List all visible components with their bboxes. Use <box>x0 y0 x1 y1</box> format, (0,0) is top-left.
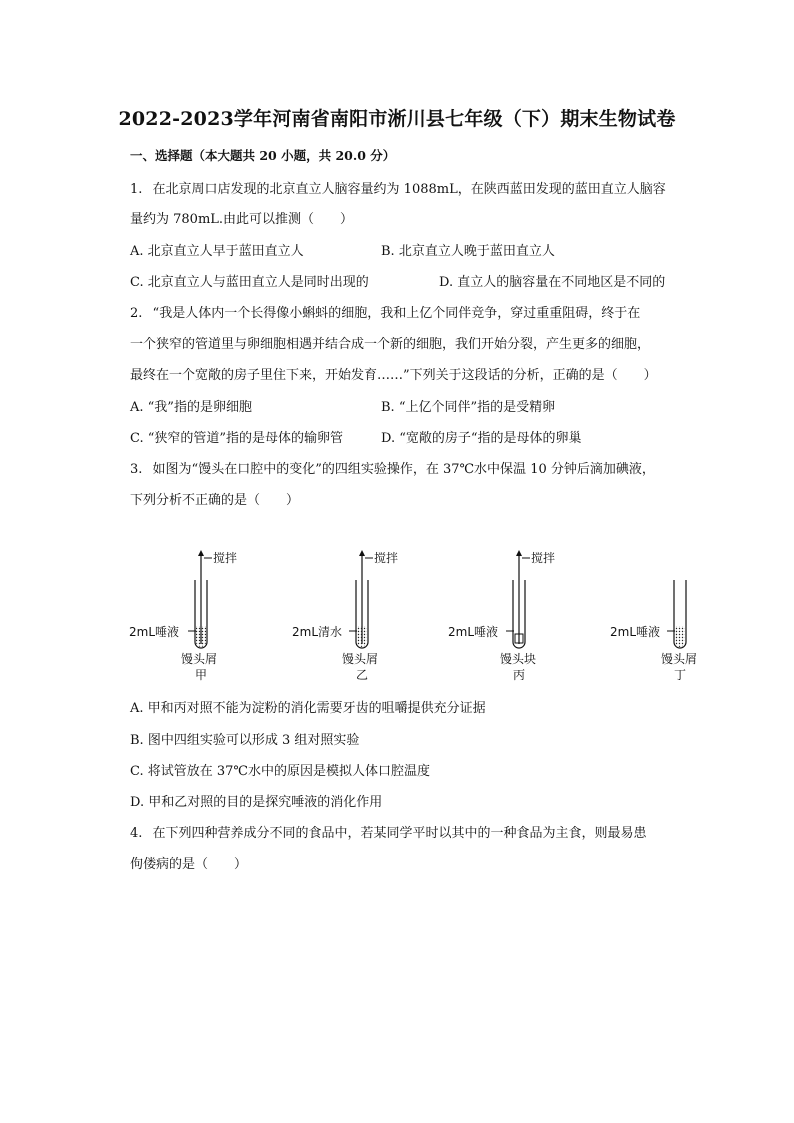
test-tubes-drawing <box>120 540 720 690</box>
liquid-label: 2mL唾液 <box>610 625 661 639</box>
test-tube-bing <box>506 550 530 648</box>
question-number: 2. <box>130 306 143 321</box>
liquid-label: 2mL唾液 <box>448 625 499 639</box>
q2-option-a: A. “我”指的是卵细胞 <box>130 400 252 415</box>
question-1-stem <box>130 178 666 197</box>
question-3-stem-cont: 下列分析不正确的是（ ） <box>130 493 300 508</box>
q1-option-d: D. 直立人的脑容量在不同地区是不同的 <box>439 275 666 290</box>
section-heading: 一、选择题（本大题共 20 小题，共 20.0 分） <box>130 148 396 163</box>
question-text: “我是人体内一个长得像小蝌蚪的细胞，我和上亿个同伴竞争，穿过重重阻碍，终于在 <box>152 306 641 321</box>
content-label: 馒头块 <box>500 652 537 666</box>
q2-option-c: C. “狭窄的管道”指的是母体的输卵管 <box>130 431 344 446</box>
q1-option-b: B. 北京直立人晚于蓝田直立人 <box>381 244 555 259</box>
q3-option-c: C. 将试管放在 37℃水中的原因是模拟人体口腔温度 <box>130 764 430 779</box>
content-label: 馒头屑 <box>661 652 698 666</box>
content-label: 馒头屑 <box>342 652 379 666</box>
tube-name: 丁 <box>674 668 687 682</box>
question-4-stem-cont: 佝偻病的是（ ） <box>130 857 248 872</box>
question-2-stem-cont: 最终在一个宽敞的房子里住下来，开始发育……”下列关于这段话的分析，正确的是（ ） <box>130 368 657 383</box>
question-text: 如图为“馒头在口腔中的变化”的四组实验操作，在 37℃水中保温 10 分钟后滴加碘液， <box>152 462 655 477</box>
test-tube-jia <box>188 550 212 648</box>
experiment-figure <box>120 540 720 690</box>
stir-label: 搅拌 <box>374 551 399 565</box>
q2-option-b: B. “上亿个同伴”指的是受精卵 <box>381 400 556 415</box>
question-number: 3. <box>130 462 143 477</box>
q1-option-a: A. 北京直立人早于蓝田直立人 <box>130 244 304 259</box>
q1-option-c: C. 北京直立人与蓝田直立人是同时出现的 <box>130 275 369 290</box>
question-3-stem <box>130 458 655 477</box>
liquid-label: 2mL清水 <box>292 625 343 639</box>
question-4-stem <box>130 822 647 841</box>
question-number: 1. <box>130 182 143 197</box>
page-title: 2022-2023学年河南省南阳市淅川县七年级（下）期末生物试卷 <box>118 108 676 130</box>
tube-name: 乙 <box>356 668 369 682</box>
content-label: 馒头屑 <box>181 652 218 666</box>
question-2-stem <box>130 302 640 321</box>
stir-label: 搅拌 <box>531 551 556 565</box>
question-1-stem-cont: 量约为 780mL.由此可以推测（ ） <box>130 212 354 227</box>
q3-option-a: A. 甲和丙对照不能为淀粉的消化需要牙齿的咀嚼提供充分证据 <box>130 701 486 716</box>
tube-name: 丙 <box>513 668 526 682</box>
test-tube-yi <box>349 550 373 648</box>
test-tube-ding <box>667 580 686 648</box>
question-number: 4. <box>130 826 143 841</box>
stir-label: 搅拌 <box>213 551 238 565</box>
question-2-stem-cont: 一个狭窄的管道里与卵细胞相遇并结合成一个新的细胞，我们开始分裂，产生更多的细胞， <box>130 337 651 352</box>
question-text: 在下列四种营养成分不同的食品中，若某同学平时以其中的一种食品为主食，则最易患 <box>152 826 647 841</box>
q3-option-d: D. 甲和乙对照的目的是探究唾液的消化作用 <box>130 795 383 810</box>
liquid-label: 2mL唾液 <box>129 625 180 639</box>
q2-option-d: D. “宽敞的房子“指的是母体的卵巢 <box>381 431 582 446</box>
tube-name: 甲 <box>195 668 208 682</box>
q3-option-b: B. 图中四组实验可以形成 3 组对照实验 <box>130 733 360 748</box>
question-text: 在北京周口店发现的北京直立人脑容量约为 1088mL，在陕西蓝田发现的蓝田直立人脑容 <box>152 182 666 197</box>
